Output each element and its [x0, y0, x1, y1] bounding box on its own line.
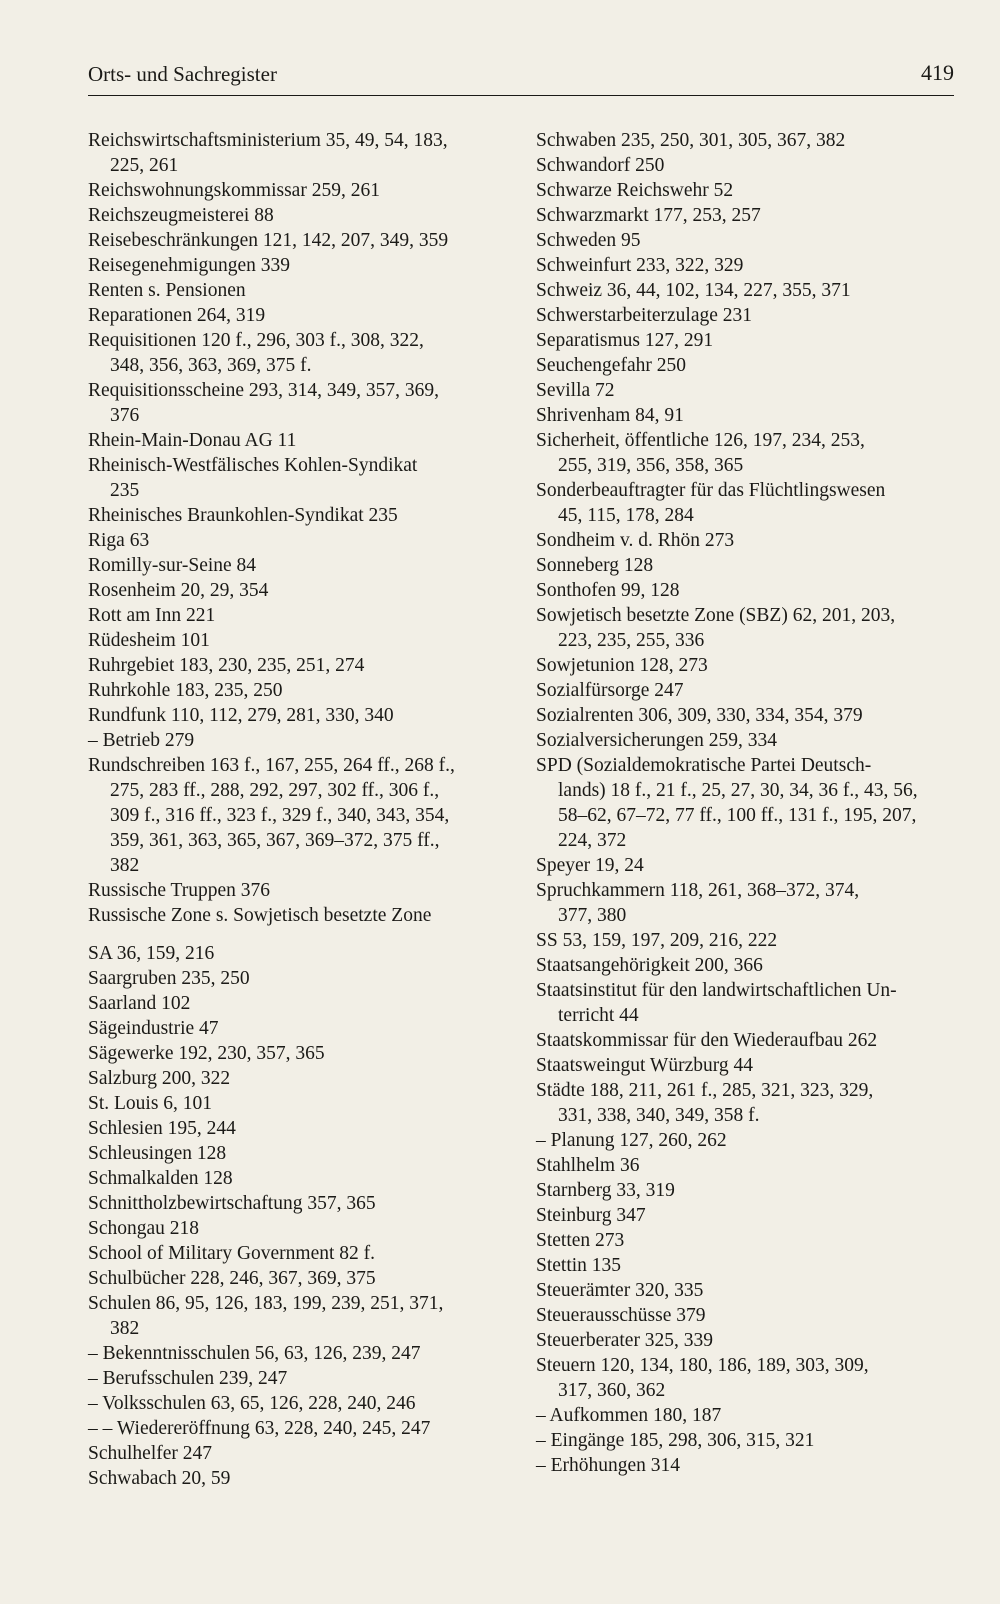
index-entry: Stettin 135 — [536, 1255, 622, 1276]
index-entry: Steuerberater 325, 339 — [536, 1330, 714, 1351]
index-entry-continuation: 382 — [110, 855, 140, 876]
index-entry: Schweinfurt 233, 322, 329 — [536, 255, 744, 276]
index-entry: Schongau 218 — [88, 1218, 200, 1239]
index-entry: SS 53, 159, 197, 209, 216, 222 — [536, 930, 778, 951]
index-entry-continuation: 45, 115, 178, 284 — [558, 505, 694, 526]
index-entry: Stahlhelm 36 — [536, 1155, 640, 1176]
index-entry: Sozialversicherungen 259, 334 — [536, 730, 777, 751]
index-entry: School of Military Government 82 f. — [88, 1243, 376, 1264]
header-title: Orts- und Sachregister — [88, 62, 277, 86]
index-entry: Riga 63 — [88, 530, 150, 551]
index-entry-continuation: 382 — [110, 1318, 140, 1339]
index-entry: Staatsangehörigkeit 200, 366 — [536, 955, 763, 976]
index-entry: Schulhelfer 247 — [88, 1443, 213, 1464]
index-entry-continuation: 359, 361, 363, 365, 367, 369–372, 375 ff., — [110, 830, 440, 851]
index-entry: Schwarzmarkt 177, 253, 257 — [536, 205, 761, 226]
index-entry: Saargruben 235, 250 — [88, 968, 250, 989]
index-entry: Speyer 19, 24 — [536, 855, 644, 876]
index-entry: Spruchkammern 118, 261, 368–372, 374, — [536, 880, 860, 901]
index-entry-continuation: 331, 338, 340, 349, 358 f. — [558, 1105, 760, 1126]
index-entry: Schweden 95 — [536, 230, 641, 251]
index-entry: Reichswohnungskommissar 259, 261 — [88, 180, 380, 201]
index-entry: Steuerausschüsse 379 — [536, 1305, 706, 1326]
index-entry: Stetten 273 — [536, 1230, 625, 1251]
index-entry: Ruhrgebiet 183, 230, 235, 251, 274 — [88, 655, 365, 676]
index-entry: – Bekenntnisschulen 56, 63, 126, 239, 247 — [88, 1343, 421, 1364]
index-entry: Staatskommissar für den Wiederaufbau 262 — [536, 1030, 878, 1051]
index-entry: Rüdesheim 101 — [88, 630, 210, 651]
index-entry: Steuern 120, 134, 180, 186, 189, 303, 309, — [536, 1355, 869, 1376]
index-entry-continuation: 377, 380 — [558, 905, 627, 926]
index-entry-continuation: 58–62, 67–72, 77 ff., 100 ff., 131 f., 195, 207, — [558, 805, 917, 826]
index-entry: Schwandorf 250 — [536, 155, 665, 176]
index-entry: Russische Zone s. Sowjetisch besetzte Zone — [88, 905, 432, 926]
index-entry: Städte 188, 211, 261 f., 285, 321, 323, 329, — [536, 1080, 874, 1101]
index-column-left — [88, 128, 518, 1491]
header-rule — [88, 95, 954, 96]
index-entry: Schulen 86, 95, 126, 183, 199, 239, 251, 371, — [88, 1293, 444, 1314]
index-entry: – Planung 127, 260, 262 — [536, 1130, 727, 1151]
index-entry: Schmalkalden 128 — [88, 1168, 233, 1189]
index-entry-continuation: 235 — [110, 480, 140, 501]
index-entry-continuation: 348, 356, 363, 369, 375 f. — [110, 355, 312, 376]
index-entry: – Volksschulen 63, 65, 126, 228, 240, 246 — [88, 1393, 416, 1414]
index-entry-continuation: 224, 372 — [558, 830, 627, 851]
index-entry: Schwabach 20, 59 — [88, 1468, 231, 1489]
index-entry: Reisegenehmigungen 339 — [88, 255, 290, 276]
index-entry: Sondheim v. d. Rhön 273 — [536, 530, 735, 551]
index-entry-continuation: terricht 44 — [558, 1005, 639, 1026]
index-entry: Rheinisch-Westfälisches Kohlen-Syndikat — [88, 455, 418, 476]
index-entry-continuation: 309 f., 316 ff., 323 f., 329 f., 340, 343, 354, — [110, 805, 450, 826]
index-entry: Schwerstarbeiterzulage 231 — [536, 305, 753, 326]
index-entry: Sonneberg 128 — [536, 555, 654, 576]
index-entry: Rheinisches Braunkohlen-Syndikat 235 — [88, 505, 398, 526]
running-header — [88, 58, 954, 98]
index-entry: Schweiz 36, 44, 102, 134, 227, 355, 371 — [536, 280, 851, 301]
page-number: 419 — [921, 60, 954, 85]
index-entry: St. Louis 6, 101 — [88, 1093, 213, 1114]
index-entry: Rott am Inn 221 — [88, 605, 216, 626]
index-entry: – Erhöhungen 314 — [536, 1455, 681, 1476]
index-entry: Staatsinstitut für den landwirtschaftlichen Un- — [536, 980, 897, 1001]
index-entry: Schlesien 195, 244 — [88, 1118, 236, 1139]
index-entry: Sicherheit, öffentliche 126, 197, 234, 253, — [536, 430, 865, 451]
index-entry-continuation: 317, 360, 362 — [558, 1380, 666, 1401]
index-entry: Saarland 102 — [88, 993, 191, 1014]
index-column-right — [536, 128, 956, 1478]
index-entry: Reichswirtschaftsministerium 35, 49, 54, 183, — [88, 130, 448, 151]
index-entry: – Aufkommen 180, 187 — [536, 1405, 722, 1426]
index-entry: Sevilla 72 — [536, 380, 615, 401]
index-entry-continuation: 376 — [110, 405, 140, 426]
index-entry: Rosenheim 20, 29, 354 — [88, 580, 269, 601]
index-entry-continuation: 225, 261 — [110, 155, 179, 176]
index-entry: Reisebeschränkungen 121, 142, 207, 349, 359 — [88, 230, 449, 251]
index-entry: Russische Truppen 376 — [88, 880, 271, 901]
index-entry-continuation: 275, 283 ff., 288, 292, 297, 302 ff., 306 f., — [110, 780, 440, 801]
index-entry: Reparationen 264, 319 — [88, 305, 266, 326]
index-entry: – Berufsschulen 239, 247 — [88, 1368, 288, 1389]
index-entry: SPD (Sozialdemokratische Partei Deutsch- — [536, 755, 872, 776]
index-entry: Separatismus 127, 291 — [536, 330, 714, 351]
index-entry: SA 36, 159, 216 — [88, 943, 215, 964]
index-entry: Steinburg 347 — [536, 1205, 646, 1226]
index-entry: Renten s. Pensionen — [88, 280, 246, 301]
index-entry: Rundfunk 110, 112, 279, 281, 330, 340 — [88, 705, 394, 726]
index-entry: Ruhrkohle 183, 235, 250 — [88, 680, 283, 701]
index-entry: – – Wiedereröffnung 63, 228, 240, 245, 247 — [88, 1418, 431, 1439]
index-entry: Sozialrenten 306, 309, 330, 334, 354, 379 — [536, 705, 863, 726]
index-entry-continuation: 223, 235, 255, 336 — [558, 630, 705, 651]
index-entry: Shrivenham 84, 91 — [536, 405, 684, 426]
index-entry: Romilly-sur-Seine 84 — [88, 555, 257, 576]
index-entry: – Eingänge 185, 298, 306, 315, 321 — [536, 1430, 815, 1451]
index-entry: Staatsweingut Würzburg 44 — [536, 1055, 753, 1076]
index-entry: Reichszeugmeisterei 88 — [88, 205, 274, 226]
index-entry: Sonthofen 99, 128 — [536, 580, 680, 601]
index-entry: Salzburg 200, 322 — [88, 1068, 231, 1089]
index-entry: Starnberg 33, 319 — [536, 1180, 675, 1201]
index-entry: Rhein-Main-Donau AG 11 — [88, 430, 297, 451]
index-entry: Rundschreiben 163 f., 167, 255, 264 ff., 268 f., — [88, 755, 455, 776]
index-entry: Requisitionen 120 f., 296, 303 f., 308, 322, — [88, 330, 424, 351]
index-entry: Schleusingen 128 — [88, 1143, 227, 1164]
index-entry: Sowjetisch besetzte Zone (SBZ) 62, 201, 203, — [536, 605, 896, 626]
index-entry: Seuchengefahr 250 — [536, 355, 686, 376]
index-entry: Sägeindustrie 47 — [88, 1018, 219, 1039]
index-entry: Requisitionsscheine 293, 314, 349, 357, 369, — [88, 380, 439, 401]
index-entry: – Betrieb 279 — [88, 730, 195, 751]
index-entry: Schnittholzbewirtschaftung 357, 365 — [88, 1193, 376, 1214]
index-entry-continuation: 255, 319, 356, 358, 365 — [558, 455, 744, 476]
index-entry: Sowjetunion 128, 273 — [536, 655, 708, 676]
index-entry: Schwaben 235, 250, 301, 305, 367, 382 — [536, 130, 846, 151]
index-entry: Steuerämter 320, 335 — [536, 1280, 704, 1301]
index-entry: Sonderbeauftragter für das Flüchtlingswesen — [536, 480, 886, 501]
index-entry: Sozialfürsorge 247 — [536, 680, 684, 701]
index-entry-continuation: lands) 18 f., 21 f., 25, 27, 30, 34, 36 f., 43, 56, — [558, 780, 918, 801]
index-entry: Sägewerke 192, 230, 357, 365 — [88, 1043, 325, 1064]
index-entry: Schulbücher 228, 246, 367, 369, 375 — [88, 1268, 376, 1289]
index-entry: Schwarze Reichswehr 52 — [536, 180, 734, 201]
